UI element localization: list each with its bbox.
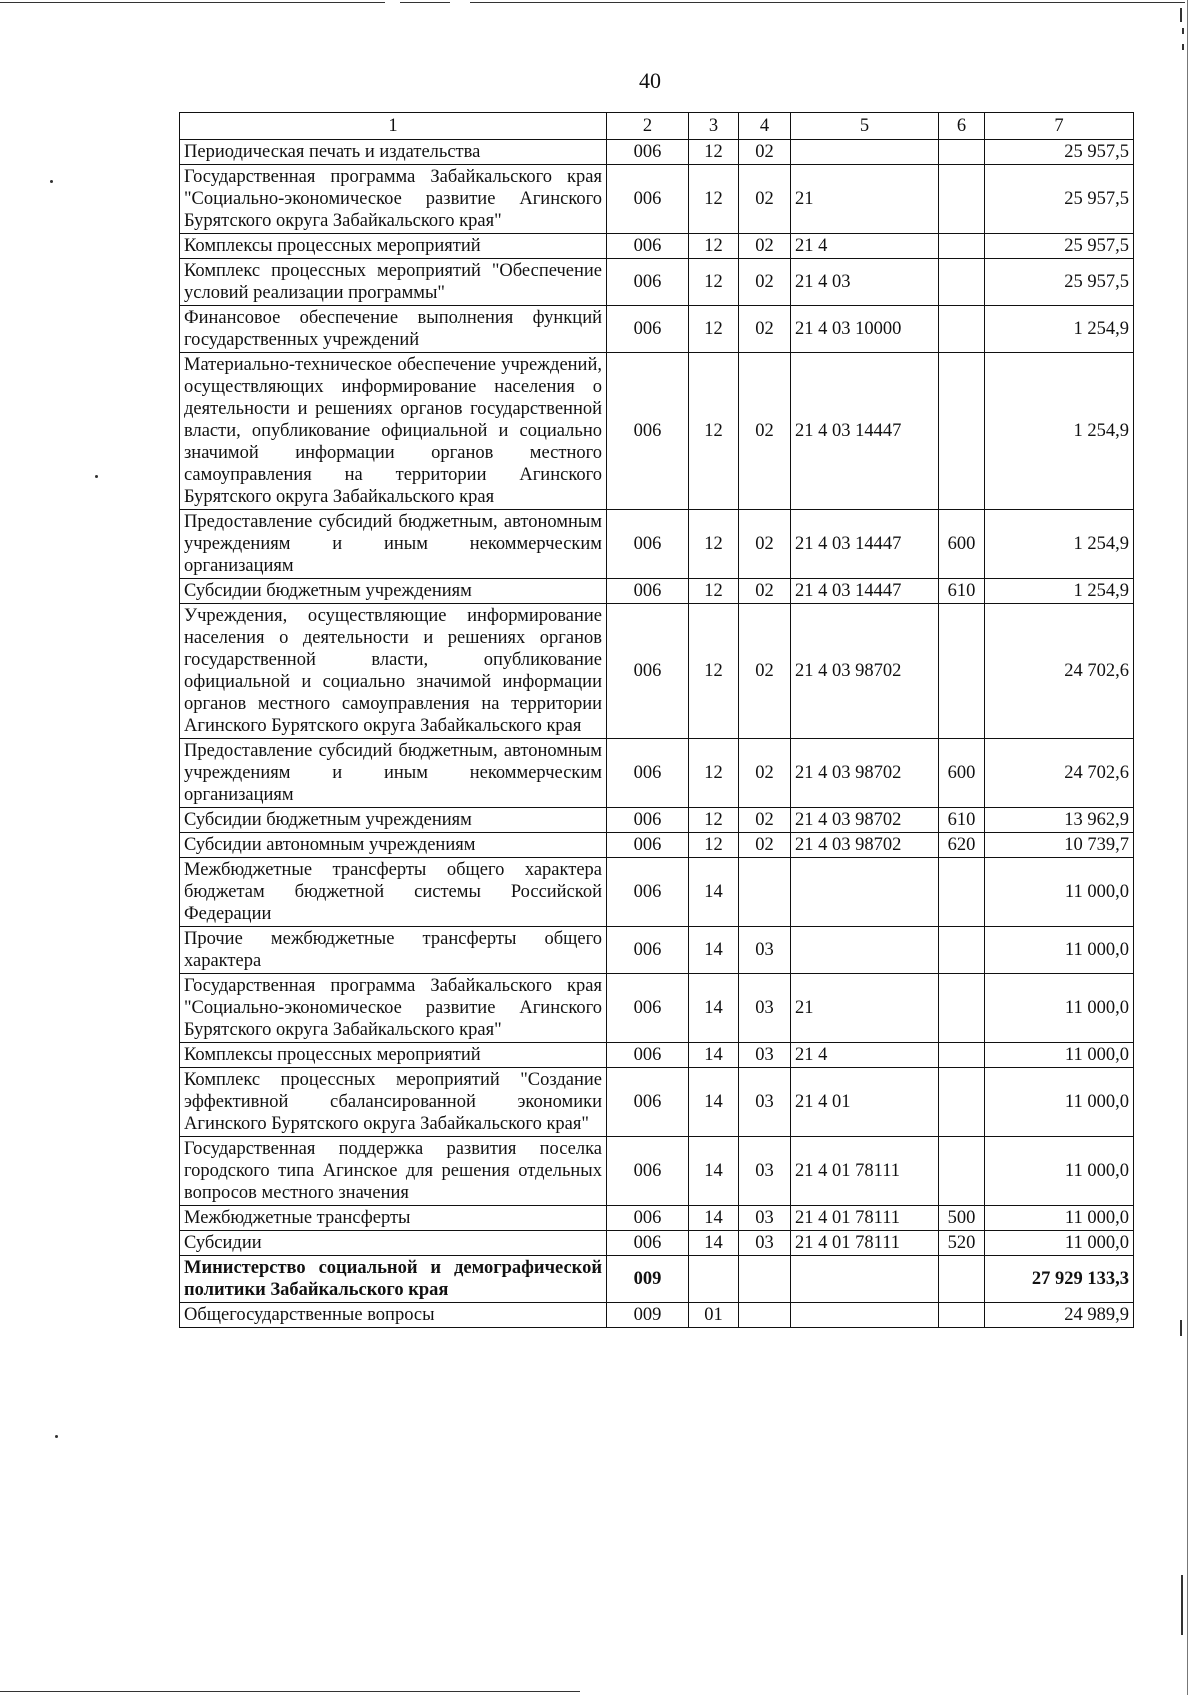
table-row xyxy=(180,259,1134,306)
row-expense-type: 610 xyxy=(939,808,985,833)
row-target-article xyxy=(791,1303,939,1328)
row-subsection-code: 02 xyxy=(739,165,791,234)
table-row xyxy=(180,140,1134,165)
row-amount: 10 739,7 xyxy=(985,833,1134,858)
row-section-code: 14 xyxy=(689,927,739,974)
table-row xyxy=(180,579,1134,604)
scan-mark xyxy=(1181,1575,1183,1635)
row-amount: 25 957,5 xyxy=(985,140,1134,165)
row-admin-code: 006 xyxy=(607,234,689,259)
row-amount: 24 702,6 xyxy=(985,739,1134,808)
row-expense-type xyxy=(939,140,985,165)
row-target-article: 21 4 03 14447 xyxy=(791,353,939,510)
row-section-code: 01 xyxy=(689,1303,739,1328)
row-subsection-code: 03 xyxy=(739,927,791,974)
header-cell: 4 xyxy=(739,113,791,140)
row-section-code: 12 xyxy=(689,604,739,739)
scan-right-edge xyxy=(1187,0,1188,1695)
table-row xyxy=(180,165,1134,234)
scan-top-border-right xyxy=(470,2,1185,3)
table-row xyxy=(180,1231,1134,1256)
row-admin-code: 006 xyxy=(607,858,689,927)
row-description: Министерство социальной и демографической политики Забайкальского края xyxy=(180,1256,607,1303)
row-subsection-code xyxy=(739,1303,791,1328)
row-amount: 1 254,9 xyxy=(985,510,1134,579)
row-expense-type xyxy=(939,1303,985,1328)
row-amount: 1 254,9 xyxy=(985,353,1134,510)
row-description: Субсидии бюджетным учреждениям xyxy=(180,579,607,604)
row-description: Комплекс процессных мероприятий "Обеспечение условий реализации программы" xyxy=(180,259,607,306)
row-admin-code: 006 xyxy=(607,1206,689,1231)
row-description: Межбюджетные трансферты xyxy=(180,1206,607,1231)
row-amount: 11 000,0 xyxy=(985,858,1134,927)
header-cell: 3 xyxy=(689,113,739,140)
table-row xyxy=(180,234,1134,259)
row-expense-type: 500 xyxy=(939,1206,985,1231)
row-description: Финансовое обеспечение выполнения функций государственных учреждений xyxy=(180,306,607,353)
row-amount: 11 000,0 xyxy=(985,1043,1134,1068)
row-target-article: 21 4 01 xyxy=(791,1068,939,1137)
row-section-code: 14 xyxy=(689,1043,739,1068)
row-section-code: 12 xyxy=(689,259,739,306)
row-admin-code: 006 xyxy=(607,1068,689,1137)
row-admin-code: 006 xyxy=(607,510,689,579)
row-amount: 25 957,5 xyxy=(985,234,1134,259)
row-subsection-code xyxy=(739,1256,791,1303)
row-amount: 25 957,5 xyxy=(985,259,1134,306)
row-amount: 11 000,0 xyxy=(985,1206,1134,1231)
row-subsection-code: 02 xyxy=(739,353,791,510)
row-subsection-code: 02 xyxy=(739,510,791,579)
row-section-code: 12 xyxy=(689,306,739,353)
row-target-article: 21 4 01 78111 xyxy=(791,1206,939,1231)
row-subsection-code: 02 xyxy=(739,234,791,259)
row-amount: 24 702,6 xyxy=(985,604,1134,739)
row-description: Учреждения, осуществляющие информирование населения о деятельности и решениях органов государственной власти, опубликование официальной и социально значимой информации органов местного самоуправления на территории Агинского Бурятского округа Забайкальского края xyxy=(180,604,607,739)
row-target-article: 21 4 03 10000 xyxy=(791,306,939,353)
row-target-article: 21 xyxy=(791,974,939,1043)
row-section-code: 12 xyxy=(689,353,739,510)
row-expense-type xyxy=(939,1137,985,1206)
header-cell: 7 xyxy=(985,113,1134,140)
row-section-code: 12 xyxy=(689,234,739,259)
row-section-code: 14 xyxy=(689,858,739,927)
scan-dot xyxy=(55,1435,58,1438)
row-expense-type: 620 xyxy=(939,833,985,858)
row-description: Субсидии xyxy=(180,1231,607,1256)
table-row xyxy=(180,306,1134,353)
table-row xyxy=(180,1303,1134,1328)
row-amount: 11 000,0 xyxy=(985,1068,1134,1137)
row-subsection-code xyxy=(739,858,791,927)
row-amount: 13 962,9 xyxy=(985,808,1134,833)
row-description: Государственная программа Забайкальского края "Социально-экономическое развитие Агинского Бурятского округа Забайкальского края" xyxy=(180,974,607,1043)
row-subsection-code: 02 xyxy=(739,604,791,739)
row-amount: 27 929 133,3 xyxy=(985,1256,1134,1303)
row-target-article xyxy=(791,140,939,165)
scan-mark xyxy=(1182,44,1184,50)
row-expense-type: 600 xyxy=(939,510,985,579)
row-expense-type xyxy=(939,927,985,974)
row-amount: 11 000,0 xyxy=(985,974,1134,1043)
table-row xyxy=(180,1206,1134,1231)
row-target-article: 21 4 03 14447 xyxy=(791,510,939,579)
row-subsection-code: 02 xyxy=(739,739,791,808)
row-description: Государственная поддержка развития поселка городского типа Агинское для решения отдельных вопросов местного значения xyxy=(180,1137,607,1206)
row-admin-code: 006 xyxy=(607,579,689,604)
row-description: Комплексы процессных мероприятий xyxy=(180,234,607,259)
table-row xyxy=(180,1137,1134,1206)
row-expense-type xyxy=(939,858,985,927)
row-admin-code: 006 xyxy=(607,1231,689,1256)
row-description: Предоставление субсидий бюджетным, автономным учреждениям и иным некоммерческим организациям xyxy=(180,510,607,579)
row-target-article: 21 xyxy=(791,165,939,234)
scan-mark xyxy=(1182,28,1184,34)
row-admin-code: 006 xyxy=(607,140,689,165)
row-section-code: 12 xyxy=(689,165,739,234)
row-expense-type xyxy=(939,353,985,510)
row-expense-type xyxy=(939,974,985,1043)
header-cell: 1 xyxy=(180,113,607,140)
table-row xyxy=(180,1068,1134,1137)
row-subsection-code: 03 xyxy=(739,974,791,1043)
row-expense-type xyxy=(939,165,985,234)
row-description: Периодическая печать и издательства xyxy=(180,140,607,165)
row-admin-code: 006 xyxy=(607,353,689,510)
row-target-article: 21 4 xyxy=(791,1043,939,1068)
row-subsection-code: 02 xyxy=(739,259,791,306)
row-subsection-code: 03 xyxy=(739,1137,791,1206)
row-subsection-code: 03 xyxy=(739,1206,791,1231)
row-description: Комплекс процессных мероприятий "Создание эффективной сбалансированной экономики Агинского Бурятского округа Забайкальского края" xyxy=(180,1068,607,1137)
row-amount: 25 957,5 xyxy=(985,165,1134,234)
row-admin-code: 006 xyxy=(607,927,689,974)
page-number: 40 xyxy=(639,68,661,93)
row-target-article: 21 4 01 78111 xyxy=(791,1231,939,1256)
row-subsection-code: 03 xyxy=(739,1068,791,1137)
row-section-code: 12 xyxy=(689,808,739,833)
row-expense-type xyxy=(939,604,985,739)
table-row xyxy=(180,604,1134,739)
row-section-code: 14 xyxy=(689,1068,739,1137)
row-expense-type xyxy=(939,1068,985,1137)
row-expense-type: 520 xyxy=(939,1231,985,1256)
row-expense-type: 600 xyxy=(939,739,985,808)
row-description: Общегосударственные вопросы xyxy=(180,1303,607,1328)
row-subsection-code: 03 xyxy=(739,1043,791,1068)
row-target-article xyxy=(791,927,939,974)
row-section-code: 12 xyxy=(689,140,739,165)
row-admin-code: 006 xyxy=(607,604,689,739)
table-row xyxy=(180,833,1134,858)
row-expense-type xyxy=(939,306,985,353)
scan-dot xyxy=(95,475,98,478)
row-subsection-code: 02 xyxy=(739,833,791,858)
scan-mark xyxy=(1180,1320,1182,1336)
row-section-code: 12 xyxy=(689,510,739,579)
table-row xyxy=(180,1043,1134,1068)
scan-top-border-mid xyxy=(400,2,450,3)
row-section-code: 14 xyxy=(689,1137,739,1206)
row-amount: 1 254,9 xyxy=(985,579,1134,604)
table-row xyxy=(180,739,1134,808)
row-subsection-code: 02 xyxy=(739,140,791,165)
row-description: Субсидии бюджетным учреждениям xyxy=(180,808,607,833)
row-admin-code: 009 xyxy=(607,1303,689,1328)
row-section-code: 12 xyxy=(689,833,739,858)
row-section-code: 12 xyxy=(689,739,739,808)
row-admin-code: 006 xyxy=(607,833,689,858)
table-row xyxy=(180,927,1134,974)
row-target-article xyxy=(791,858,939,927)
row-section-code: 14 xyxy=(689,1231,739,1256)
row-admin-code: 009 xyxy=(607,1256,689,1303)
table-row xyxy=(180,858,1134,927)
scan-top-border xyxy=(0,2,385,3)
row-description: Материально-техническое обеспечение учреждений, осуществляющих информирование населения о деятельности и решениях органов государственной власти, опубликование официальной и социально значимой информации органов местного самоуправления на территории Агинского Бурятского округа Забайкальского края xyxy=(180,353,607,510)
row-expense-type xyxy=(939,234,985,259)
table-row xyxy=(180,353,1134,510)
table-row xyxy=(180,808,1134,833)
row-amount: 11 000,0 xyxy=(985,927,1134,974)
row-target-article: 21 4 03 98702 xyxy=(791,808,939,833)
row-admin-code: 006 xyxy=(607,808,689,833)
row-admin-code: 006 xyxy=(607,165,689,234)
row-amount: 11 000,0 xyxy=(985,1137,1134,1206)
scan-mark xyxy=(1180,8,1182,22)
row-description: Государственная программа Забайкальского края "Социально-экономическое развитие Агинского Бурятского округа Забайкальского края" xyxy=(180,165,607,234)
table-row xyxy=(180,510,1134,579)
row-admin-code: 006 xyxy=(607,1137,689,1206)
table-row xyxy=(180,974,1134,1043)
row-section-code xyxy=(689,1256,739,1303)
header-cell: 6 xyxy=(939,113,985,140)
row-expense-type xyxy=(939,1256,985,1303)
row-description: Межбюджетные трансферты общего характера бюджетам бюджетной системы Российской Федерации xyxy=(180,858,607,927)
row-target-article: 21 4 xyxy=(791,234,939,259)
row-description: Субсидии автономным учреждениям xyxy=(180,833,607,858)
row-amount: 24 989,9 xyxy=(985,1303,1134,1328)
row-target-article: 21 4 03 98702 xyxy=(791,739,939,808)
row-expense-type xyxy=(939,259,985,306)
row-target-article xyxy=(791,1256,939,1303)
header-cell: 5 xyxy=(791,113,939,140)
header-cell: 2 xyxy=(607,113,689,140)
row-subsection-code: 03 xyxy=(739,1231,791,1256)
row-admin-code: 006 xyxy=(607,306,689,353)
budget-table xyxy=(179,112,1134,1328)
table-row xyxy=(180,1256,1134,1303)
header-row xyxy=(180,113,1134,140)
row-description: Предоставление субсидий бюджетным, автономным учреждениям и иным некоммерческим организациям xyxy=(180,739,607,808)
row-admin-code: 006 xyxy=(607,739,689,808)
row-target-article: 21 4 03 98702 xyxy=(791,833,939,858)
row-section-code: 14 xyxy=(689,974,739,1043)
row-target-article: 21 4 03 98702 xyxy=(791,604,939,739)
row-expense-type: 610 xyxy=(939,579,985,604)
row-admin-code: 006 xyxy=(607,974,689,1043)
row-subsection-code: 02 xyxy=(739,808,791,833)
row-admin-code: 006 xyxy=(607,259,689,306)
row-expense-type xyxy=(939,1043,985,1068)
row-amount: 1 254,9 xyxy=(985,306,1134,353)
scan-bottom-border xyxy=(0,1691,580,1692)
row-description: Комплексы процессных мероприятий xyxy=(180,1043,607,1068)
row-subsection-code: 02 xyxy=(739,579,791,604)
row-target-article: 21 4 01 78111 xyxy=(791,1137,939,1206)
row-target-article: 21 4 03 14447 xyxy=(791,579,939,604)
row-target-article: 21 4 03 xyxy=(791,259,939,306)
row-amount: 11 000,0 xyxy=(985,1231,1134,1256)
row-admin-code: 006 xyxy=(607,1043,689,1068)
row-description: Прочие межбюджетные трансферты общего характера xyxy=(180,927,607,974)
row-subsection-code: 02 xyxy=(739,306,791,353)
scan-dot xyxy=(50,180,53,183)
row-section-code: 14 xyxy=(689,1206,739,1231)
row-section-code: 12 xyxy=(689,579,739,604)
